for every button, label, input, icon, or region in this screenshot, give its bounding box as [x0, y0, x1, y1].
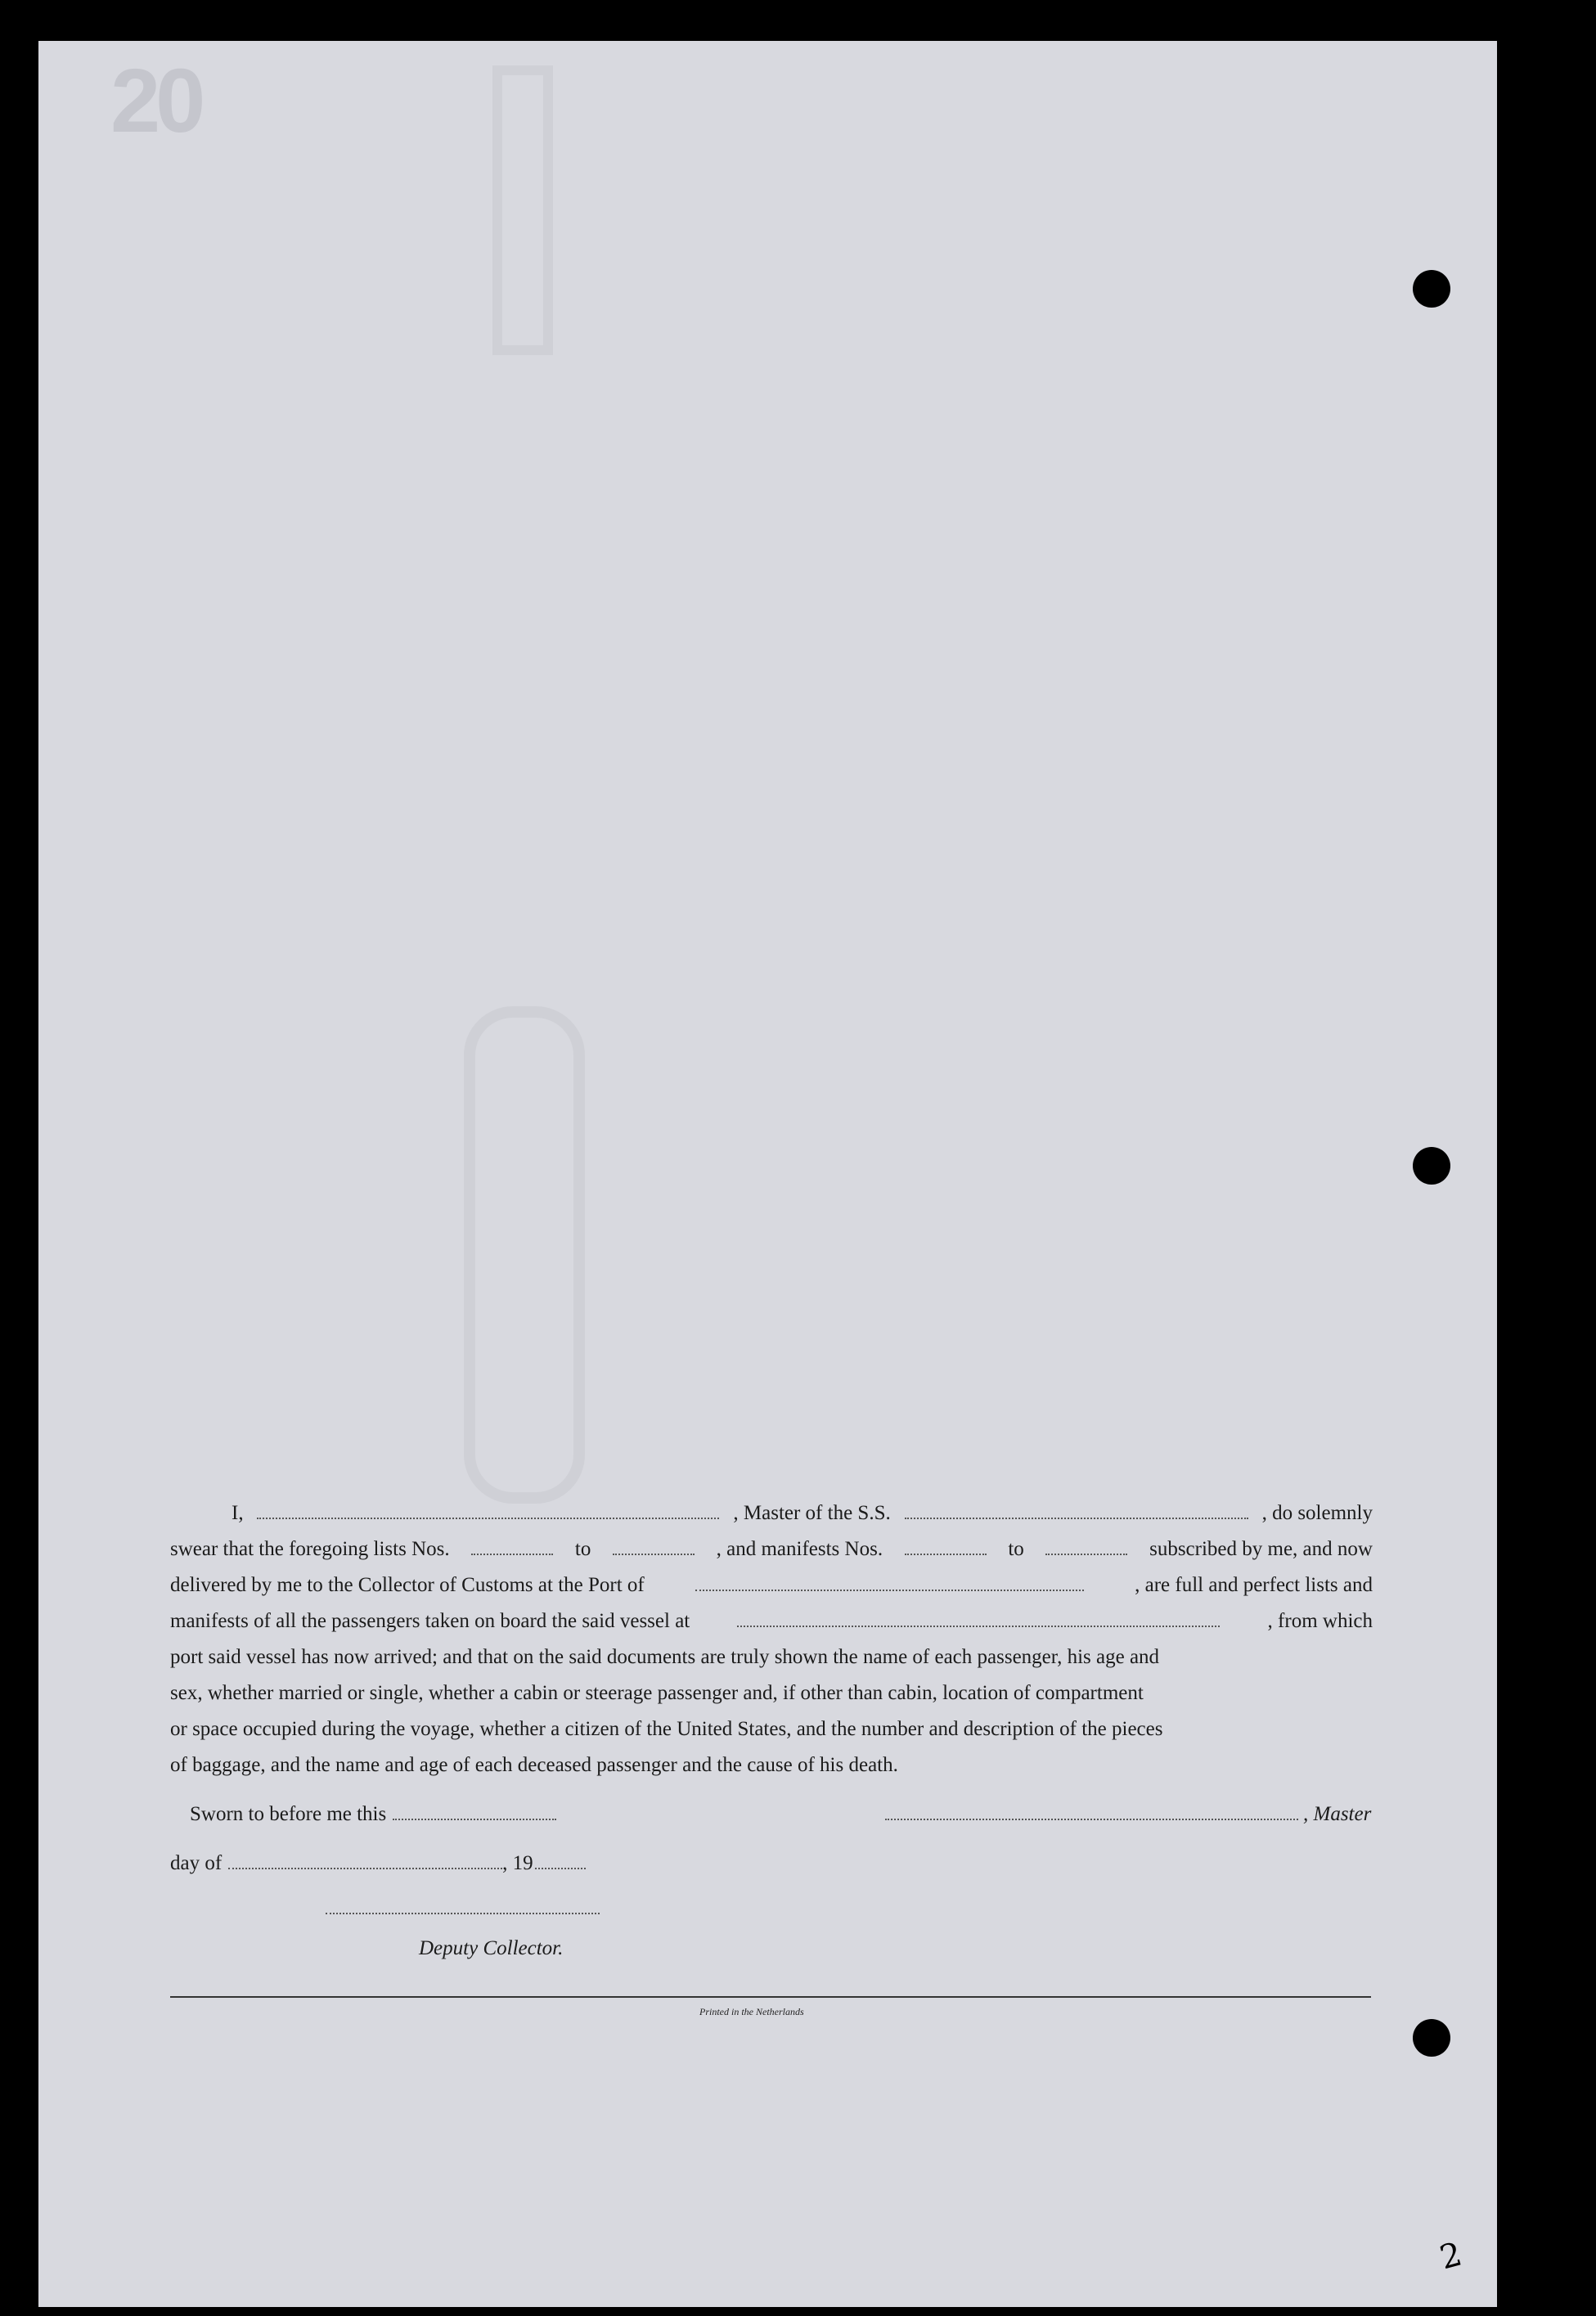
oath-text: port said vessel has now arrived; and that on the said documents are truly shown the name of each passenger, his age and: [170, 1646, 1160, 1668]
deputy-signature-line: [326, 1896, 600, 1914]
printed-in-label: Printed in the Netherlands: [699, 2006, 804, 2017]
oath-text: , and manifests Nos.: [716, 1538, 883, 1560]
oath-text: , are full and perfect lists and: [1135, 1574, 1373, 1596]
year-field[interactable]: [535, 1851, 586, 1869]
footer-divider: [170, 1996, 1371, 1998]
deputy-signature-field[interactable]: [326, 1896, 600, 1914]
oath-text: swear that the foregoing lists Nos.: [170, 1538, 450, 1560]
manifest-from-field[interactable]: [905, 1537, 987, 1555]
punch-hole: [1413, 270, 1450, 308]
oath-line: [170, 1639, 1373, 1675]
sworn-date-field[interactable]: [393, 1802, 556, 1820]
punch-hole: [1413, 1147, 1450, 1185]
oath-text: , Master of the S.S.: [733, 1502, 891, 1524]
master-label: , Master: [1303, 1803, 1372, 1825]
oath-text: to: [574, 1538, 591, 1560]
year-prefix: , 19: [502, 1852, 533, 1874]
day-of-label: day of: [170, 1852, 223, 1874]
oath-text: subscribed by me, and now: [1149, 1538, 1373, 1560]
departure-port-field[interactable]: [737, 1609, 1220, 1627]
ghost-stamp-top: [492, 65, 553, 355]
vessel-name-field[interactable]: [905, 1501, 1248, 1519]
ghost-page-number: 20: [110, 51, 201, 151]
master-signature-field[interactable]: [885, 1802, 1298, 1820]
oath-text: delivered by me to the Collector of Customs at the Port of: [170, 1574, 645, 1596]
master-name-field[interactable]: [257, 1501, 719, 1519]
oath-text: of baggage, and the name and age of each deceased passenger and the cause of his death.: [170, 1754, 898, 1776]
oath-line: [170, 1603, 1373, 1639]
oath-line: [170, 1495, 1373, 1531]
oath-line: [170, 1747, 1373, 1783]
manifest-to-field[interactable]: [1045, 1537, 1127, 1555]
month-field[interactable]: [228, 1851, 502, 1869]
day-of-line: [170, 1851, 592, 1875]
master-signature-line: [885, 1802, 1371, 1826]
oath-line: [170, 1531, 1373, 1567]
handwritten-mark: 2: [1436, 2235, 1466, 2278]
list-to-field[interactable]: [613, 1537, 695, 1555]
ghost-stamp-middle: [464, 1006, 585, 1504]
deputy-label-row: [419, 1937, 563, 1960]
oath-paragraph: [170, 1495, 1373, 1783]
oath-text: , from which: [1267, 1610, 1373, 1632]
oath-text: , do solemnly: [1261, 1502, 1373, 1524]
oath-text: or space occupied during the voyage, whether a citizen of the United States, and the number and description of the pieces: [170, 1718, 1163, 1740]
oath-line: [170, 1567, 1373, 1603]
list-from-field[interactable]: [471, 1537, 553, 1555]
sworn-line: [190, 1802, 563, 1826]
oath-text: to: [1008, 1538, 1024, 1560]
oath-line: [170, 1675, 1373, 1711]
oath-text: manifests of all the passengers taken on board the said vessel at: [170, 1610, 690, 1632]
port-field[interactable]: [695, 1573, 1084, 1591]
oath-line: [170, 1711, 1373, 1747]
punch-hole: [1413, 2019, 1450, 2057]
document-sheet: [38, 41, 1497, 2307]
oath-text: I,: [232, 1502, 244, 1524]
sworn-label: Sworn to before me this: [190, 1803, 387, 1825]
oath-text: sex, whether married or single, whether a cabin or steerage passenger and, if other than cabin, location of compartment: [170, 1682, 1144, 1704]
deputy-collector-label: Deputy Collector.: [419, 1937, 564, 1959]
